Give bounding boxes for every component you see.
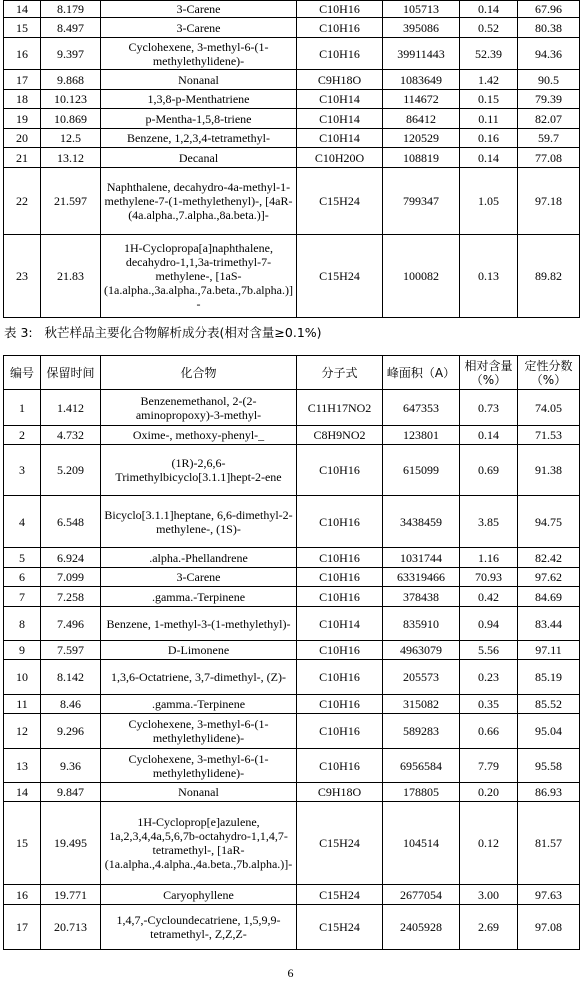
row-number: 8 bbox=[4, 607, 41, 641]
row-number: 15 bbox=[4, 802, 41, 885]
compound-name: Benzene, 1-methyl-3-(1-methylethyl)- bbox=[101, 607, 297, 641]
formula: C15H24 bbox=[297, 885, 383, 905]
quality-score: 71.53 bbox=[518, 426, 580, 445]
quality-score: 77.08 bbox=[518, 148, 580, 168]
quality-score: 83.44 bbox=[518, 607, 580, 641]
compound-name: 1H-Cycloprop[e]azulene, 1a,2,3,4,4a,5,6,7b-octahydro-1,1,4,7-tetramethyl-, [1aR-(1a.alpha.,4.alpha.,4a.beta.,7b.alpha.)]- bbox=[101, 802, 297, 885]
compound-name: 3-Carene bbox=[101, 1, 297, 18]
compound-table-continued bbox=[3, 0, 580, 318]
relative-content: 0.35 bbox=[460, 695, 518, 714]
header-compound: 化合物 bbox=[101, 356, 297, 390]
relative-content: 0.14 bbox=[460, 426, 518, 445]
formula: C10H14 bbox=[297, 129, 383, 148]
peak-area: 104514 bbox=[383, 802, 460, 885]
relative-content: 0.11 bbox=[460, 109, 518, 129]
retention-time: 8.179 bbox=[41, 1, 101, 18]
compound-name: Benzene, 1,2,3,4-tetramethyl- bbox=[101, 129, 297, 148]
row-number: 18 bbox=[4, 90, 41, 109]
compound-name: 1,4,7,-Cycloundecatriene, 1,5,9,9-tetramethyl-, Z,Z,Z- bbox=[101, 905, 297, 950]
retention-time: 8.497 bbox=[41, 18, 101, 38]
table-row bbox=[4, 390, 580, 426]
retention-time: 21.83 bbox=[41, 235, 101, 318]
peak-area: 178805 bbox=[383, 783, 460, 802]
formula: C8H9NO2 bbox=[297, 426, 383, 445]
row-number: 7 bbox=[4, 587, 41, 607]
table-row bbox=[4, 1, 580, 18]
peak-area: 120529 bbox=[383, 129, 460, 148]
quality-score: 97.18 bbox=[518, 168, 580, 235]
quality-score: 82.07 bbox=[518, 109, 580, 129]
formula: C10H16 bbox=[297, 496, 383, 548]
compound-name: 3-Carene bbox=[101, 18, 297, 38]
relative-content: 0.73 bbox=[460, 390, 518, 426]
quality-score: 81.57 bbox=[518, 802, 580, 885]
compound-name: .gamma.-Terpinene bbox=[101, 587, 297, 607]
row-number: 13 bbox=[4, 749, 41, 783]
row-number: 16 bbox=[4, 885, 41, 905]
formula: C11H17NO2 bbox=[297, 390, 383, 426]
formula: C10H14 bbox=[297, 109, 383, 129]
row-number: 3 bbox=[4, 445, 41, 496]
relative-content: 0.94 bbox=[460, 607, 518, 641]
compound-name: Naphthalene, decahydro-4a-methyl-1-methylene-7-(1-methylethenyl)-, [4aR-(4a.alpha.,7.alpha.,8a.beta.)]- bbox=[101, 168, 297, 235]
retention-time: 9.868 bbox=[41, 70, 101, 90]
formula: C10H16 bbox=[297, 587, 383, 607]
peak-area: 378438 bbox=[383, 587, 460, 607]
table-row bbox=[4, 148, 580, 168]
compound-name: Cyclohexene, 3-methyl-6-(1-methylethylidene)- bbox=[101, 38, 297, 70]
formula: C10H14 bbox=[297, 607, 383, 641]
peak-area: 615099 bbox=[383, 445, 460, 496]
peak-area: 108819 bbox=[383, 148, 460, 168]
formula: C10H16 bbox=[297, 18, 383, 38]
compound-name: Bicyclo[3.1.1]heptane, 6,6-dimethyl-2-methylene-, (1S)- bbox=[101, 496, 297, 548]
table-row bbox=[4, 129, 580, 148]
table-caption: 表 3: 秋芒样品主要化合物解析成分表(相对含量≥0.1%) bbox=[4, 325, 322, 340]
formula: C10H16 bbox=[297, 695, 383, 714]
header-retention-time: 保留时间 bbox=[41, 356, 101, 390]
relative-content: 0.69 bbox=[460, 445, 518, 496]
peak-area: 105713 bbox=[383, 1, 460, 18]
formula: C10H14 bbox=[297, 90, 383, 109]
retention-time: 4.732 bbox=[41, 426, 101, 445]
peak-area: 835910 bbox=[383, 607, 460, 641]
compound-name: 1,3,6-Octatriene, 3,7-dimethyl-, (Z)- bbox=[101, 660, 297, 695]
retention-time: 19.495 bbox=[41, 802, 101, 885]
table-row bbox=[4, 496, 580, 548]
relative-content: 0.14 bbox=[460, 1, 518, 18]
peak-area: 1031744 bbox=[383, 548, 460, 568]
formula: C10H16 bbox=[297, 548, 383, 568]
retention-time: 9.397 bbox=[41, 38, 101, 70]
formula: C10H16 bbox=[297, 641, 383, 660]
quality-score: 74.05 bbox=[518, 390, 580, 426]
row-number: 21 bbox=[4, 148, 41, 168]
peak-area: 100082 bbox=[383, 235, 460, 318]
table-row bbox=[4, 90, 580, 109]
row-number: 16 bbox=[4, 38, 41, 70]
table-header-row bbox=[4, 356, 580, 390]
retention-time: 9.36 bbox=[41, 749, 101, 783]
header-peak-area: 峰面积（A） bbox=[383, 356, 460, 390]
relative-content: 1.05 bbox=[460, 168, 518, 235]
retention-time: 8.46 bbox=[41, 695, 101, 714]
quality-score: 89.82 bbox=[518, 235, 580, 318]
retention-time: 19.771 bbox=[41, 885, 101, 905]
compound-name: p-Mentha-1,5,8-triene bbox=[101, 109, 297, 129]
formula: C10H16 bbox=[297, 1, 383, 18]
table-row bbox=[4, 905, 580, 950]
row-number: 6 bbox=[4, 568, 41, 587]
retention-time: 7.258 bbox=[41, 587, 101, 607]
quality-score: 94.36 bbox=[518, 38, 580, 70]
row-number: 17 bbox=[4, 905, 41, 950]
peak-area: 63319466 bbox=[383, 568, 460, 587]
peak-area: 4963079 bbox=[383, 641, 460, 660]
row-number: 14 bbox=[4, 783, 41, 802]
relative-content: 3.85 bbox=[460, 496, 518, 548]
retention-time: 10.123 bbox=[41, 90, 101, 109]
relative-content: 70.93 bbox=[460, 568, 518, 587]
quality-score: 97.63 bbox=[518, 885, 580, 905]
relative-content: 5.56 bbox=[460, 641, 518, 660]
formula: C10H20O bbox=[297, 148, 383, 168]
formula: C10H16 bbox=[297, 38, 383, 70]
relative-content: 0.16 bbox=[460, 129, 518, 148]
retention-time: 21.597 bbox=[41, 168, 101, 235]
header-quality-score: 定性分数（%） bbox=[518, 356, 580, 390]
row-number: 12 bbox=[4, 714, 41, 749]
compound-name: (1R)-2,6,6-Trimethylbicyclo[3.1.1]hept-2-ene bbox=[101, 445, 297, 496]
relative-content: 0.66 bbox=[460, 714, 518, 749]
peak-area: 3438459 bbox=[383, 496, 460, 548]
relative-content: 52.39 bbox=[460, 38, 518, 70]
retention-time: 1.412 bbox=[41, 390, 101, 426]
formula: C10H16 bbox=[297, 714, 383, 749]
row-number: 20 bbox=[4, 129, 41, 148]
relative-content: 3.00 bbox=[460, 885, 518, 905]
quality-score: 94.75 bbox=[518, 496, 580, 548]
relative-content: 0.52 bbox=[460, 18, 518, 38]
peak-area: 39911443 bbox=[383, 38, 460, 70]
relative-content: 7.79 bbox=[460, 749, 518, 783]
quality-score: 97.62 bbox=[518, 568, 580, 587]
table-row bbox=[4, 802, 580, 885]
table-row bbox=[4, 548, 580, 568]
peak-area: 86412 bbox=[383, 109, 460, 129]
relative-content: 0.13 bbox=[460, 235, 518, 318]
table-row bbox=[4, 445, 580, 496]
row-number: 23 bbox=[4, 235, 41, 318]
table-row bbox=[4, 641, 580, 660]
table-row bbox=[4, 426, 580, 445]
retention-time: 10.869 bbox=[41, 109, 101, 129]
relative-content: 0.12 bbox=[460, 802, 518, 885]
table-row bbox=[4, 18, 580, 38]
peak-area: 647353 bbox=[383, 390, 460, 426]
quality-score: 95.04 bbox=[518, 714, 580, 749]
formula: C10H16 bbox=[297, 568, 383, 587]
table-row bbox=[4, 38, 580, 70]
row-number: 19 bbox=[4, 109, 41, 129]
compound-name: Nonanal bbox=[101, 70, 297, 90]
table-row bbox=[4, 783, 580, 802]
relative-content: 0.20 bbox=[460, 783, 518, 802]
row-number: 11 bbox=[4, 695, 41, 714]
relative-content: 0.14 bbox=[460, 148, 518, 168]
peak-area: 2405928 bbox=[383, 905, 460, 950]
compound-name: Decanal bbox=[101, 148, 297, 168]
compound-name: Cyclohexene, 3-methyl-6-(1-methylethylidene)- bbox=[101, 749, 297, 783]
quality-score: 97.08 bbox=[518, 905, 580, 950]
table-row bbox=[4, 235, 580, 318]
table-row bbox=[4, 587, 580, 607]
formula: C10H16 bbox=[297, 660, 383, 695]
peak-area: 395086 bbox=[383, 18, 460, 38]
peak-area: 205573 bbox=[383, 660, 460, 695]
row-number: 4 bbox=[4, 496, 41, 548]
row-number: 5 bbox=[4, 548, 41, 568]
table-row bbox=[4, 660, 580, 695]
retention-time: 7.597 bbox=[41, 641, 101, 660]
row-number: 1 bbox=[4, 390, 41, 426]
header-formula: 分子式 bbox=[297, 356, 383, 390]
row-number: 14 bbox=[4, 1, 41, 18]
compound-name: .alpha.-Phellandrene bbox=[101, 548, 297, 568]
peak-area: 114672 bbox=[383, 90, 460, 109]
relative-content: 0.42 bbox=[460, 587, 518, 607]
peak-area: 123801 bbox=[383, 426, 460, 445]
table-row bbox=[4, 568, 580, 587]
compound-name: 1,3,8-p-Menthatriene bbox=[101, 90, 297, 109]
quality-score: 67.96 bbox=[518, 1, 580, 18]
retention-time: 5.209 bbox=[41, 445, 101, 496]
compound-name: Benzenemethanol, 2-(2-aminopropoxy)-3-methyl- bbox=[101, 390, 297, 426]
relative-content: 0.15 bbox=[460, 90, 518, 109]
header-number: 编号 bbox=[4, 356, 41, 390]
relative-content: 1.16 bbox=[460, 548, 518, 568]
peak-area: 6956584 bbox=[383, 749, 460, 783]
table-row bbox=[4, 109, 580, 129]
relative-content: 1.42 bbox=[460, 70, 518, 90]
compound-name: Caryophyllene bbox=[101, 885, 297, 905]
retention-time: 12.5 bbox=[41, 129, 101, 148]
quality-score: 82.42 bbox=[518, 548, 580, 568]
peak-area: 589283 bbox=[383, 714, 460, 749]
row-number: 15 bbox=[4, 18, 41, 38]
table-row bbox=[4, 168, 580, 235]
formula: C9H18O bbox=[297, 783, 383, 802]
compound-name: 1H-Cyclopropa[a]naphthalene, decahydro-1,1,3a-trimethyl-7-methylene-, [1aS-(1a.alpha.,3a.alpha.,7a.beta.,7b.alpha.)]- bbox=[101, 235, 297, 318]
row-number: 17 bbox=[4, 70, 41, 90]
table-row bbox=[4, 749, 580, 783]
page-number: 6 bbox=[287, 966, 294, 980]
compound-name: 3-Carene bbox=[101, 568, 297, 587]
retention-time: 9.296 bbox=[41, 714, 101, 749]
row-number: 22 bbox=[4, 168, 41, 235]
compound-name: .gamma.-Terpinene bbox=[101, 695, 297, 714]
retention-time: 9.847 bbox=[41, 783, 101, 802]
quality-score: 95.58 bbox=[518, 749, 580, 783]
retention-time: 8.142 bbox=[41, 660, 101, 695]
quality-score: 91.38 bbox=[518, 445, 580, 496]
quality-score: 59.7 bbox=[518, 129, 580, 148]
table-row bbox=[4, 607, 580, 641]
compound-name: Cyclohexene, 3-methyl-6-(1-methylethylidene)- bbox=[101, 714, 297, 749]
formula: C15H24 bbox=[297, 802, 383, 885]
table-row bbox=[4, 70, 580, 90]
table-row bbox=[4, 885, 580, 905]
formula: C15H24 bbox=[297, 905, 383, 950]
relative-content: 0.23 bbox=[460, 660, 518, 695]
compound-table bbox=[3, 355, 580, 950]
retention-time: 6.924 bbox=[41, 548, 101, 568]
quality-score: 80.38 bbox=[518, 18, 580, 38]
row-number: 9 bbox=[4, 641, 41, 660]
peak-area: 315082 bbox=[383, 695, 460, 714]
table-row bbox=[4, 695, 580, 714]
peak-area: 799347 bbox=[383, 168, 460, 235]
retention-time: 20.713 bbox=[41, 905, 101, 950]
formula: C10H16 bbox=[297, 749, 383, 783]
peak-area: 1083649 bbox=[383, 70, 460, 90]
row-number: 10 bbox=[4, 660, 41, 695]
formula: C10H16 bbox=[297, 445, 383, 496]
quality-score: 90.5 bbox=[518, 70, 580, 90]
quality-score: 79.39 bbox=[518, 90, 580, 109]
quality-score: 85.52 bbox=[518, 695, 580, 714]
compound-name: Oxime-, methoxy-phenyl-_ bbox=[101, 426, 297, 445]
formula: C9H18O bbox=[297, 70, 383, 90]
peak-area: 2677054 bbox=[383, 885, 460, 905]
compound-name: Nonanal bbox=[101, 783, 297, 802]
header-relative-content: 相对含量（%） bbox=[460, 356, 518, 390]
quality-score: 97.11 bbox=[518, 641, 580, 660]
quality-score: 84.69 bbox=[518, 587, 580, 607]
relative-content: 2.69 bbox=[460, 905, 518, 950]
quality-score: 85.19 bbox=[518, 660, 580, 695]
row-number: 2 bbox=[4, 426, 41, 445]
retention-time: 6.548 bbox=[41, 496, 101, 548]
quality-score: 86.93 bbox=[518, 783, 580, 802]
retention-time: 7.099 bbox=[41, 568, 101, 587]
compound-name: D-Limonene bbox=[101, 641, 297, 660]
formula: C15H24 bbox=[297, 168, 383, 235]
retention-time: 7.496 bbox=[41, 607, 101, 641]
table-row bbox=[4, 714, 580, 749]
formula: C15H24 bbox=[297, 235, 383, 318]
retention-time: 13.12 bbox=[41, 148, 101, 168]
